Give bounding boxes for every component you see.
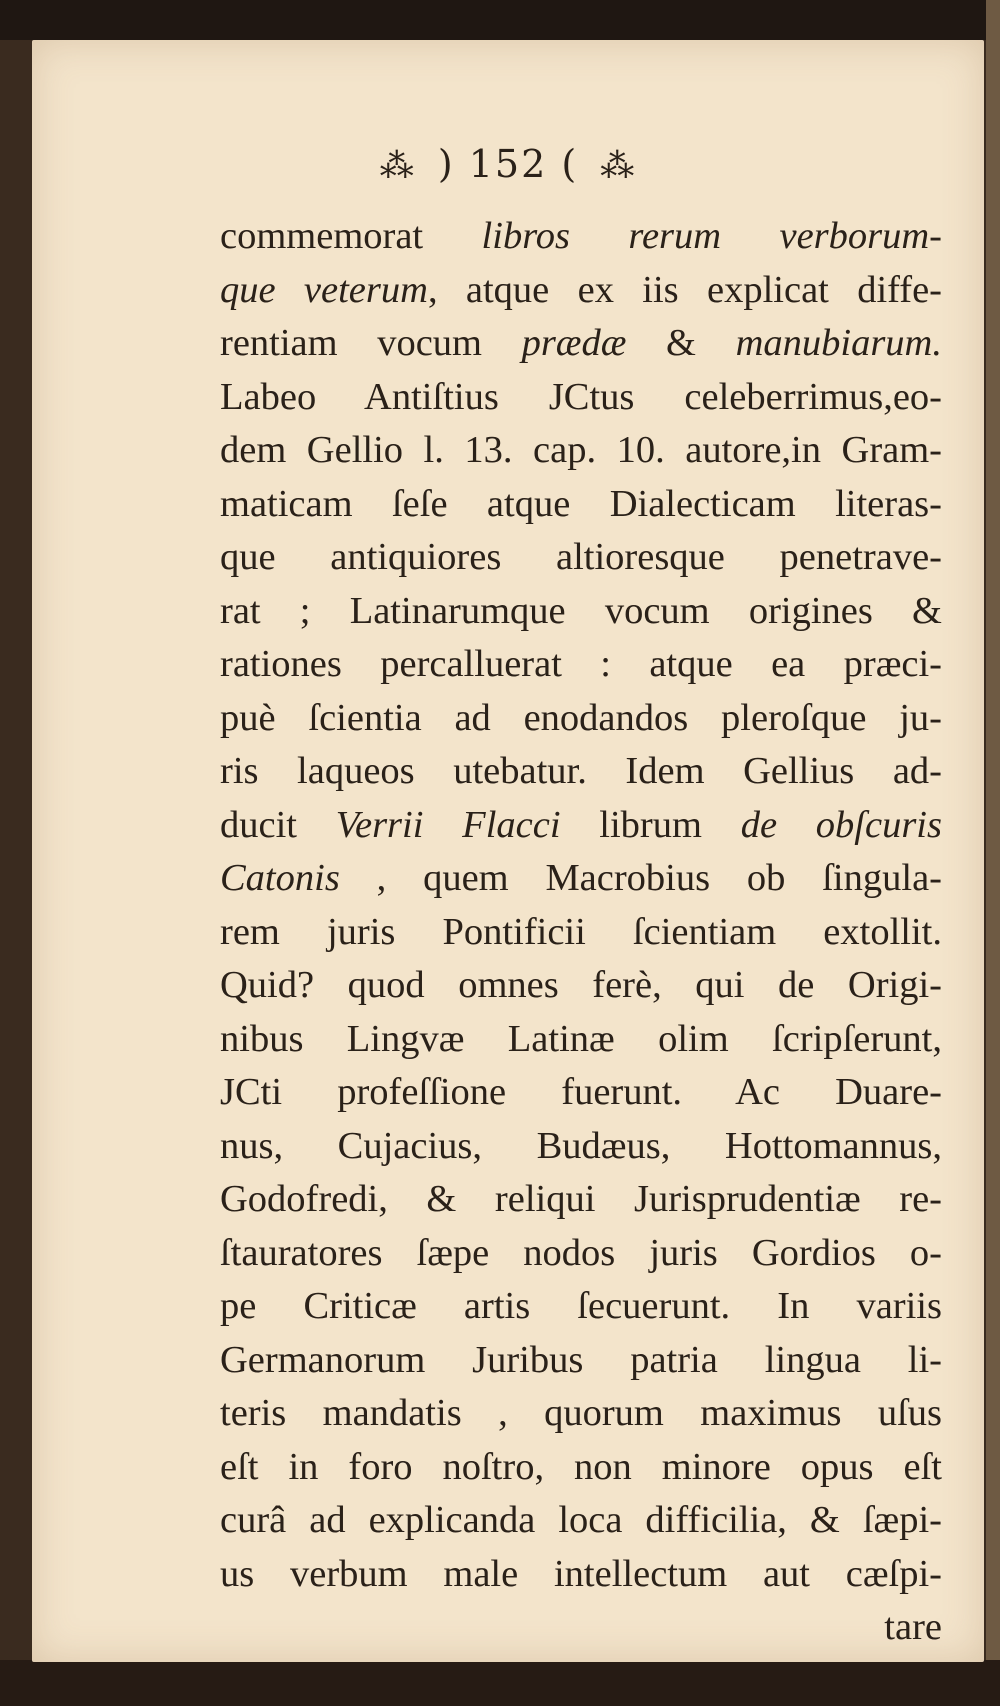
text-line [220,210,942,264]
text-run: & [626,322,736,364]
text-run: commemorat [220,215,482,257]
text-line [220,799,942,853]
italic-text: de obſcuris [740,803,942,846]
text-line [220,1334,942,1388]
ornament-left-icon: ⁂ [379,146,416,186]
text-run: rat ; Latinarumque vocum origines & [220,589,942,632]
page-body-text [220,210,942,1655]
text-run: JCti profeſſione fuerunt. Ac Duare- [220,1071,942,1113]
text-run: ducit [220,803,336,846]
text-line [220,585,942,639]
italic-text: libros rerum verborum- [481,215,943,257]
italic-text: prædæ [521,322,627,364]
text-line [220,424,942,478]
text-line [220,1227,942,1281]
text-line [220,264,942,318]
text-run: rem juris Pontificii ſcientiam extollit. [220,910,942,953]
text-run: Quid? quod omnes ferè, qui de Origi- [220,964,942,1006]
italic-text: Verrii Flacci [335,803,561,846]
text-line [220,638,942,692]
scan-frame-right [986,0,1000,1706]
text-line [220,959,942,1013]
text-run: curâ ad explicanda loca difficilia, & ſæpi- [220,1499,942,1541]
text-run: maticam ſeſe atque Dialecticam literas- [220,482,942,525]
text-run: Labeo Antiſtius JCtus celeberrimus,eo- [220,375,942,418]
text-run: puè ſcientia ad enodandos pleroſque ju- [220,696,942,739]
text-line [220,1548,942,1602]
text-run: , quem Macrobius ob ſingula- [339,857,942,899]
text-run: que antiquiores altioresque penetrave- [220,536,942,578]
page-header [32,142,984,186]
italic-text: Catonis [220,857,340,899]
text-run: nus, Cujacius, Budæus, Hottomannus, [220,1124,942,1167]
italic-text: que veterum [220,268,428,311]
text-line [220,906,942,960]
text-run: , atque ex iis explicat diffe- [427,268,942,311]
text-run: nibus Lingvæ Latinæ olim ſcripſerunt, [220,1017,942,1060]
text-run: Godofredi, & reliqui Jurisprudentiæ re- [220,1178,942,1220]
text-line [220,1387,942,1441]
italic-text: manubiarum. [735,322,942,364]
text-line [220,692,942,746]
text-run: eſt in foro noſtro, non minore opus eſt [220,1445,942,1488]
text-line [220,852,942,906]
text-line [220,1601,942,1655]
book-page [32,40,984,1662]
text-line [220,478,942,532]
text-line [220,1066,942,1120]
text-run: ſtauratores ſæpe nodos juris Gordios o- [220,1231,942,1274]
scan-frame-top [0,0,1000,40]
scan-frame-bottom [0,1660,1000,1706]
text-run: ris laqueos utebatur. Idem Gellius ad- [220,750,942,792]
ornament-right-icon: ⁂ [600,146,637,186]
text-line [220,317,942,371]
text-run: rentiam vocum [220,322,522,364]
text-line [220,1494,942,1548]
text-line [220,1280,942,1334]
text-run: rationes percalluerat : atque ea præci- [220,643,942,685]
text-run: us verbum male intellectum aut cæſpi- [220,1552,942,1595]
text-line [220,371,942,425]
text-run: pe Criticæ artis ſecuerunt. In variis [220,1285,942,1327]
text-line [220,1441,942,1495]
text-run: Germanorum Juribus patria lingua li- [220,1338,942,1381]
text-run: dem Gellio l. 13. cap. 10. autore,in Gram- [220,429,942,471]
text-run: teris mandatis , quorum maximus uſus [220,1392,942,1434]
text-line [220,1120,942,1174]
text-run: tare [884,1606,942,1648]
text-line [220,531,942,585]
text-run: librum [560,803,741,846]
page-number: ) 152 ( [437,142,579,186]
text-line [220,745,942,799]
text-line [220,1013,942,1067]
text-line [220,1173,942,1227]
